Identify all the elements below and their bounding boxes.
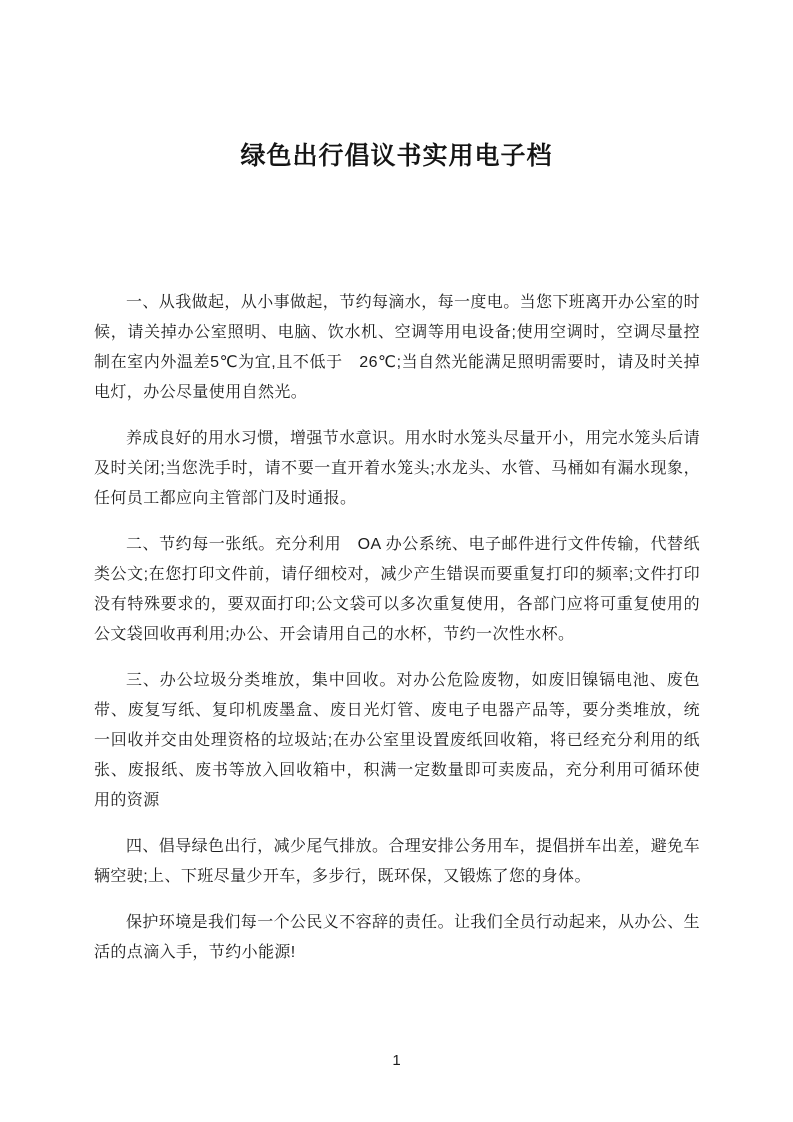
- paragraph-save-water-electricity: 一、从我做起，从小事做起，节约每滴水，每一度电。当您下班离开办公室的时候，请关掉办公室照明、电脑、饮水机、空调等用电设备;使用空调时，空调尽量控制在室内外温差5℃为宜,且不低于 26℃;当自然光能满足照明需要时，请及时关掉电灯，办公尽量使用自然光。: [94, 294, 701, 401]
- page-number: 1: [392, 1052, 401, 1069]
- paragraph-waste-sorting: 三、办公垃圾分类堆放，集中回收。对办公危险废物，如废旧镍镉电池、废色带、废复写纸、复印机废墨盒、废日光灯管、废电子电器产品等，要分类堆放，统一回收并交由处理资格的垃圾站;在办公室里设置废纸回收箱，将已经充分利用的纸张、废报纸、废书等放入回收箱中，积满一定数量即可卖废品，充分利用可循环使用的资源: [94, 672, 700, 809]
- document-body: [94, 288, 700, 984]
- paragraph-closing: 保护环境是我们每一个公民义不容辞的责任。让我们全员行动起来，从办公、生活的点滴入手，节约小能源!: [94, 914, 701, 961]
- paragraph-green-travel: 四、倡导绿色出行，减少尾气排放。合理安排公务用车，提倡拼车出差，避免车辆空驶;上、下班尽量少开车，多步行，既环保，又锻炼了您的身体。: [94, 838, 701, 885]
- paragraph-water-habits: 养成良好的用水习惯，增强节水意识。用水时水笼头尽量开小，用完水笼头后请及时关闭;当您洗手时，请不要一直开着水笼头;水龙头、水管、马桶如有漏水现象，任何员工都应向主管部门及时通报。: [94, 430, 701, 507]
- document-title: 绿色出行倡议书实用电子档: [240, 142, 553, 170]
- paragraph-save-paper: 二、节约每一张纸。充分利用 OA 办公系统、电子邮件进行文件传输，代替纸类公文;在您打印文件前，请仔细校对，减少产生错误而要重复打印的频率;文件打印没有特殊要求的，要双面打印;公文袋可以多次重复使用，各部门应将可重复使用的公文袋回收再利用;办公、开会请用自己的水杯，节约一次性水杯。: [94, 536, 700, 643]
